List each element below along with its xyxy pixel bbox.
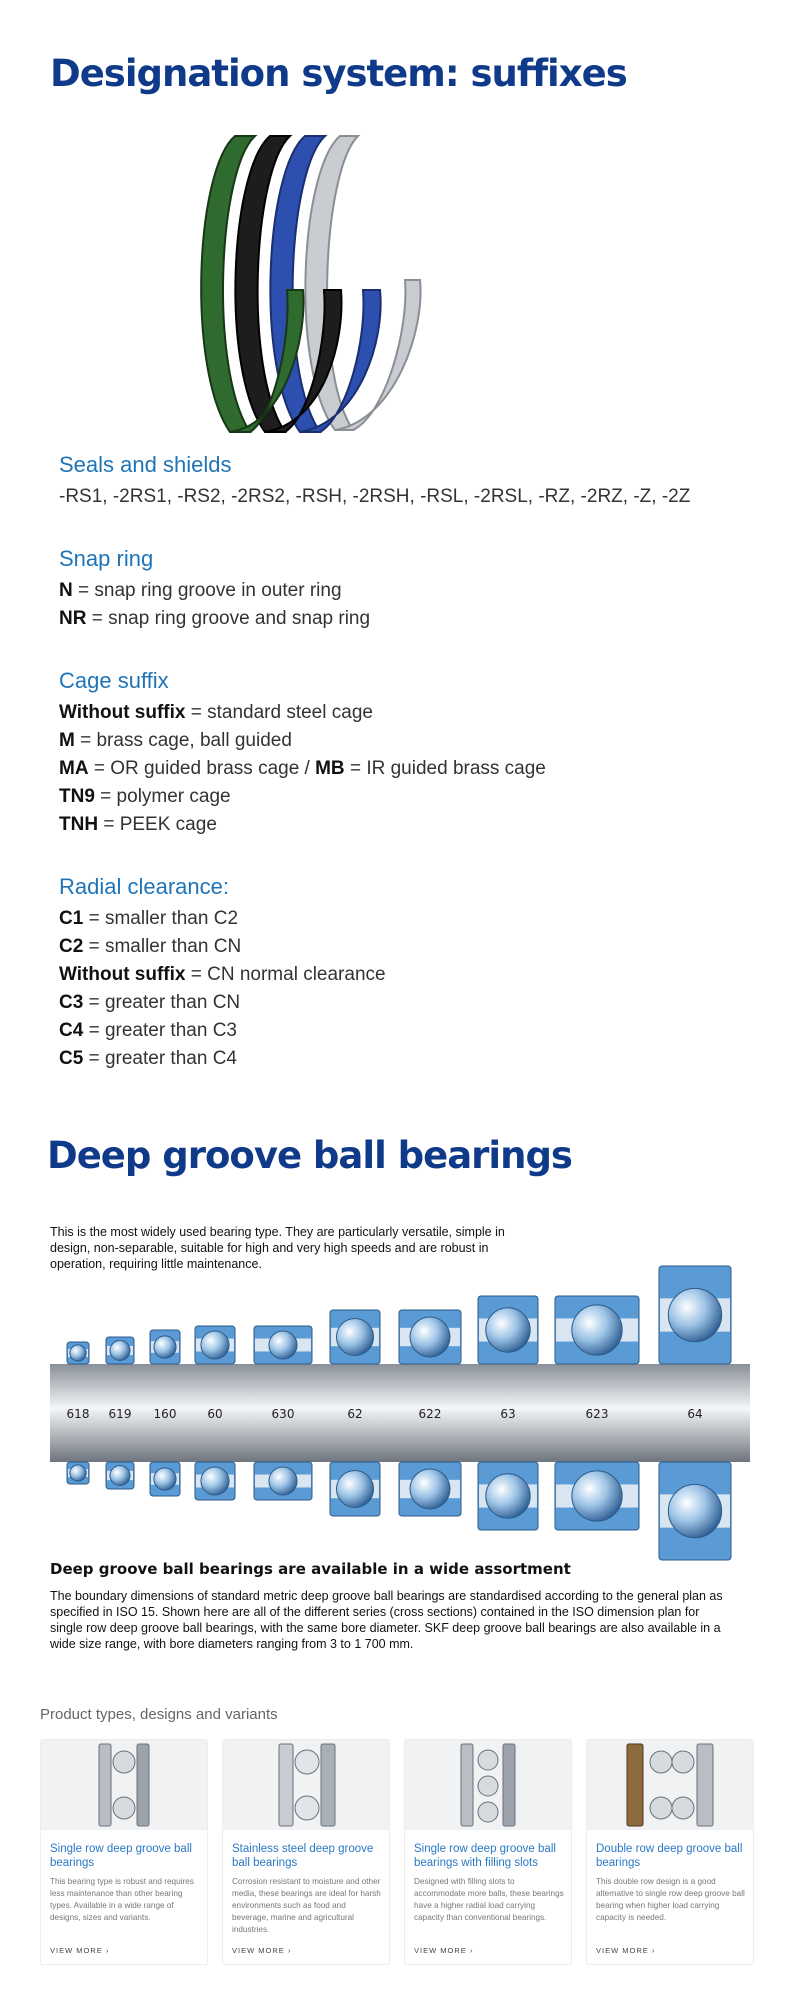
product-card[interactable] bbox=[222, 1739, 390, 1965]
bearing-ball bbox=[70, 1345, 86, 1361]
clearance-item: C4 = greater than C3 bbox=[59, 1020, 237, 1041]
bearing-ball bbox=[410, 1317, 450, 1357]
chevron-right-icon: › bbox=[469, 1946, 474, 1955]
bearing-ball bbox=[572, 1305, 622, 1355]
product-description: Corrosion resistant to moisture and other media, these bearings are ideal for harsh environments such as food and beverage, marine and agricultural industries. bbox=[232, 1877, 381, 1934]
view-more-link[interactable]: VIEW MORE › bbox=[50, 1946, 110, 1955]
product-title[interactable]: Double row deep groove ball bearings bbox=[596, 1843, 743, 1869]
page-title: Designation system: suffixes bbox=[50, 52, 627, 95]
bearing-ball bbox=[668, 1484, 721, 1537]
bearing-section bbox=[478, 1462, 538, 1530]
bearing-ball bbox=[410, 1469, 450, 1509]
bearing-ball bbox=[486, 1308, 530, 1352]
cage-heading: Cage suffix bbox=[59, 668, 169, 693]
product-title[interactable]: Single row deep groove ball bearings with filling slots bbox=[414, 1843, 556, 1869]
snap-ring-item: NR = snap ring groove and snap ring bbox=[59, 608, 371, 629]
bearing-ball bbox=[486, 1474, 530, 1518]
clearance-heading: Radial clearance: bbox=[59, 874, 229, 899]
chevron-right-icon: › bbox=[287, 1946, 292, 1955]
bearing-ball bbox=[110, 1341, 130, 1361]
bearing-ball bbox=[201, 1331, 229, 1359]
snap-ring-item: N = snap ring groove in outer ring bbox=[59, 580, 342, 601]
product-description: Designed with filling slots to accommodate more balls, these bearings have a higher radial load carrying capacity than conventional bearings. bbox=[414, 1877, 564, 1922]
series-label: 622 bbox=[418, 1407, 442, 1421]
bearing-ball bbox=[110, 1466, 130, 1486]
series-label: 630 bbox=[271, 1407, 295, 1421]
bearing-section bbox=[659, 1462, 731, 1560]
series-label: 618 bbox=[66, 1407, 90, 1421]
series-label: 623 bbox=[585, 1407, 609, 1421]
bearing-ball bbox=[70, 1465, 86, 1481]
series-label: 619 bbox=[108, 1407, 132, 1421]
bearing-ball bbox=[154, 1336, 176, 1358]
bearing-ball bbox=[201, 1467, 229, 1495]
clearance-item: Without suffix = CN normal clearance bbox=[59, 964, 386, 985]
bearing-section bbox=[478, 1296, 538, 1364]
assortment-text: The boundary dimensions of standard metric deep groove ball bearings are standardised according to the general plan as specified in ISO 15. Shown here are all of the different series (cross sections) contained in the ISO dimension plan for single row deep groove ball bearings, with the same bore diameter. SKF deep groove ball bearings are also available in a wide size range, with bore diameters ranging from 3 to 1 700 mm. bbox=[50, 1589, 723, 1651]
bearing-section bbox=[399, 1310, 461, 1364]
bearing-section bbox=[330, 1310, 380, 1364]
product-image bbox=[587, 1740, 753, 1830]
series-label: 64 bbox=[687, 1407, 703, 1421]
bearing-ball bbox=[337, 1319, 374, 1356]
clearance-item: C3 = greater than CN bbox=[59, 992, 241, 1013]
bearing-section bbox=[106, 1462, 134, 1489]
bearing-section bbox=[659, 1266, 731, 1364]
series-label: 60 bbox=[207, 1407, 223, 1421]
product-title[interactable]: Stainless steel deep groove ball bearings bbox=[232, 1843, 374, 1869]
clearance-item: C1 = smaller than C2 bbox=[59, 908, 239, 929]
product-card[interactable] bbox=[404, 1739, 572, 1965]
view-more-link[interactable]: VIEW MORE › bbox=[596, 1946, 656, 1955]
bearing-section bbox=[254, 1326, 312, 1364]
bearing-ball bbox=[154, 1468, 176, 1490]
product-image bbox=[405, 1740, 571, 1830]
bearing-ball bbox=[337, 1471, 374, 1508]
view-more-link[interactable]: VIEW MORE › bbox=[232, 1946, 292, 1955]
product-description: This double row design is a good alternative to single row deep groove ball bearing when higher load carrying capacity is needed. bbox=[596, 1877, 745, 1922]
bearing-series-diagram bbox=[50, 1262, 750, 1562]
series-label: 63 bbox=[500, 1407, 516, 1421]
product-title[interactable]: Single row deep groove ball bearings bbox=[50, 1843, 192, 1869]
bearing-section bbox=[67, 1342, 89, 1364]
bearing-section bbox=[150, 1462, 180, 1496]
bearing-section bbox=[330, 1462, 380, 1516]
bearing-section bbox=[254, 1462, 312, 1500]
product-card[interactable] bbox=[40, 1739, 208, 1965]
bearing-section bbox=[399, 1462, 461, 1516]
cage-item: MA = OR guided brass cage / MB = IR guided brass cage bbox=[59, 758, 546, 779]
bearing-section bbox=[106, 1337, 134, 1364]
bearing-section bbox=[555, 1462, 639, 1530]
bearing-ball bbox=[572, 1471, 622, 1521]
chevron-right-icon: › bbox=[651, 1946, 656, 1955]
clearance-item: C5 = greater than C4 bbox=[59, 1048, 237, 1069]
bearing-ball bbox=[269, 1331, 297, 1359]
cage-item: TNH = PEEK cage bbox=[59, 814, 217, 835]
assortment-heading: Deep groove ball bearings are available in a wide assortment bbox=[50, 1560, 571, 1578]
section-title: Deep groove ball bearings bbox=[47, 1134, 572, 1177]
seals-heading: Seals and shields bbox=[59, 452, 232, 477]
bearing-section bbox=[195, 1326, 235, 1364]
bearing-ball bbox=[269, 1467, 297, 1495]
cage-item: Without suffix = standard steel cage bbox=[59, 702, 373, 723]
intro-text: This is the most widely used bearing type. They are particularly versatile, simple in design, non-separable, suitable for high and very high speeds and are robust in operation, requiring little maintenance. bbox=[50, 1225, 505, 1271]
product-description: This bearing type is robust and requires less maintenance than other bearing types. Available in a wide range of designs, sizes and variants. bbox=[50, 1877, 194, 1922]
bearing-section bbox=[150, 1330, 180, 1364]
chevron-right-icon: › bbox=[105, 1946, 110, 1955]
snap-ring-heading: Snap ring bbox=[59, 546, 154, 571]
cage-item: M = brass cage, ball guided bbox=[59, 730, 292, 751]
bearing-section bbox=[555, 1296, 639, 1364]
series-label: 62 bbox=[347, 1407, 363, 1421]
clearance-item: C2 = smaller than CN bbox=[59, 936, 242, 957]
cage-item: TN9 = polymer cage bbox=[59, 786, 231, 807]
bearing-section bbox=[67, 1462, 89, 1484]
seals-text: -RS1, -2RS1, -RS2, -2RS2, -RSH, -2RSH, -RSL, -2RSL, -RZ, -2RZ, -Z, -2Z bbox=[59, 486, 691, 507]
products-heading: Product types, designs and variants bbox=[40, 1706, 278, 1723]
seals-image bbox=[195, 130, 475, 442]
product-image bbox=[223, 1740, 389, 1830]
product-card[interactable] bbox=[586, 1739, 754, 1965]
bearing-ball bbox=[668, 1288, 721, 1341]
series-label: 160 bbox=[153, 1407, 177, 1421]
bearing-section bbox=[195, 1462, 235, 1500]
view-more-link[interactable]: VIEW MORE › bbox=[414, 1946, 474, 1955]
product-image bbox=[41, 1740, 207, 1830]
